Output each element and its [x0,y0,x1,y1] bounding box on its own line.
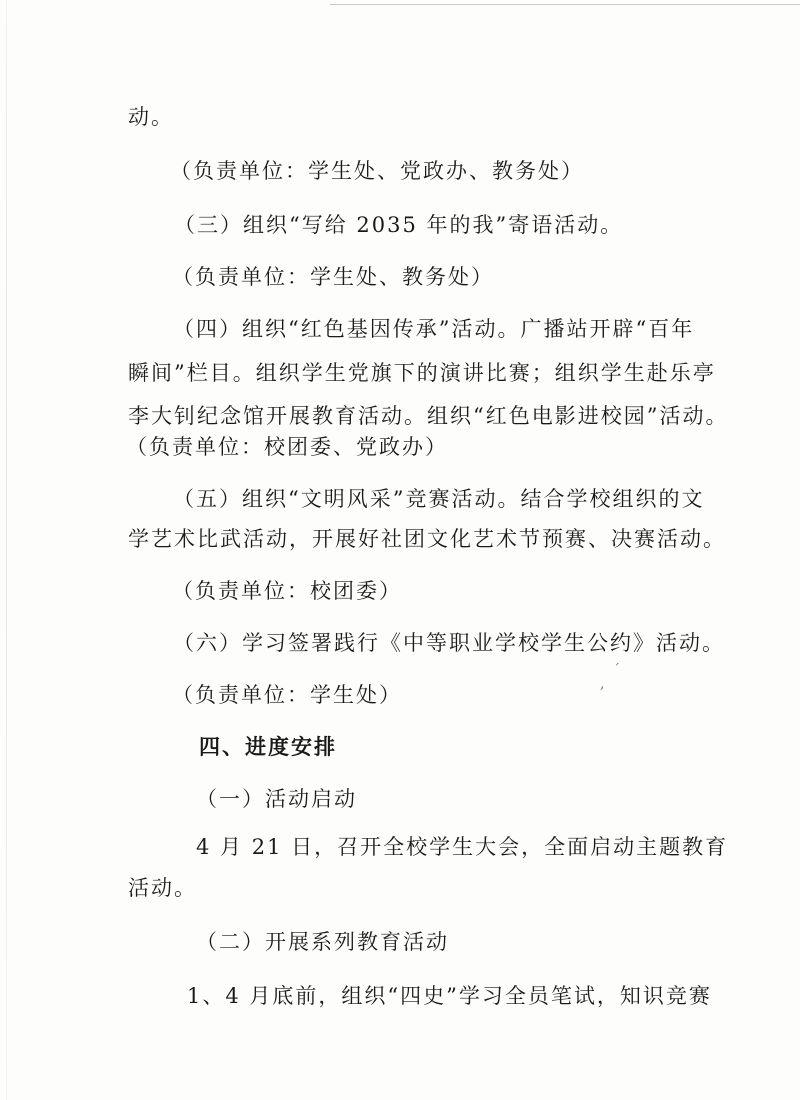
text-line: 瞬间”栏目。组织学生党旗下的演讲比赛；组织学生赴乐亭 [128,361,716,385]
text-line: （四）组织“红色基因传承”活动。广播站开辟“百年 [173,317,695,341]
text-line: 李大钊纪念馆开展教育活动。组织“红色电影进校园”活动。 [128,404,729,428]
subsection-heading: （一）活动启动 [196,787,357,811]
text-line: 1、4 月底前，组织“四史”学习全员笔试，知识竞赛 [187,984,712,1008]
text-line: （负责单位：校团委、党政办） [126,435,448,459]
subsection-heading: （二）开展系列教育活动 [196,930,449,954]
section-heading: 四、进度安排 [199,734,337,759]
text-line: 学艺术比武活动，开展好社团文化艺术节预赛、决赛活动。 [128,527,726,551]
text-line: （六）学习签署践行《中等职业学校学生公约》活动。 [173,631,725,655]
text-line: （负责单位：学生处、教务处） [172,265,494,289]
scan-edge-top [330,4,800,5]
text-line: （负责单位：学生处、党政办、教务处） [170,159,584,183]
text-line: （三）组织“写给 2035 年的我”寄语活动。 [174,213,624,237]
text-line: 4 月 21 日，召开全校学生大会，全面启动主题教育 [196,835,729,859]
scan-speck: , [600,676,605,692]
text-line: 活动。 [128,876,197,900]
text-line: （负责单位：学生处） [172,683,402,707]
text-line: （五）组织“文明风采”竞赛活动。结合学校组织的文 [173,487,705,511]
text-line: 动。 [128,105,174,129]
text-line: （负责单位：校团委） [172,579,402,603]
scan-speck: ˊ [613,662,620,678]
scan-edge-left [6,0,7,1100]
